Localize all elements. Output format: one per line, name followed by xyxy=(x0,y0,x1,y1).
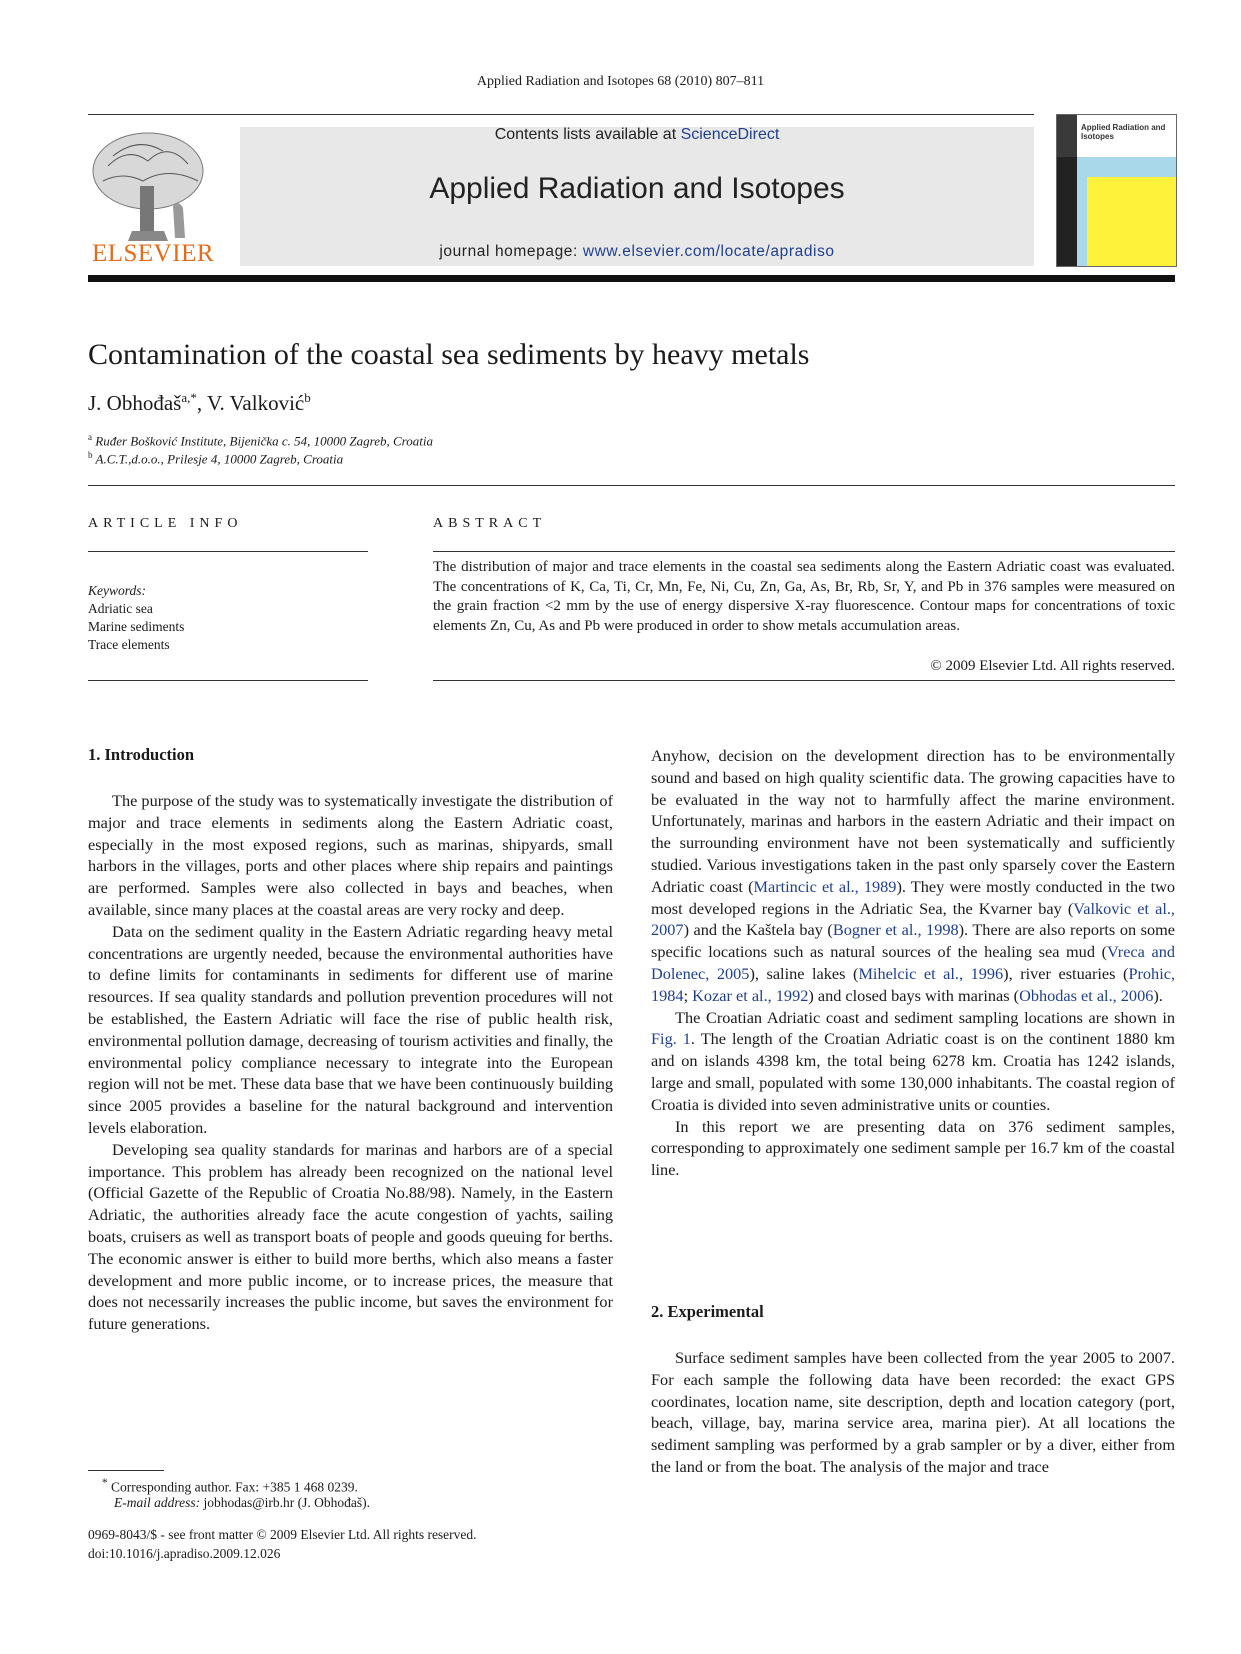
cover-dark-band xyxy=(1057,115,1077,157)
corresponding-author-note xyxy=(102,1477,358,1496)
text-run: ), river estuaries ( xyxy=(1003,963,1129,983)
author-1[interactable]: J. Obhođaš xyxy=(88,391,182,415)
reference-link[interactable]: Martincic et al., 1989 xyxy=(753,876,897,896)
right-paragraph-3: In this report we are presenting data on 376 sediment samples, corresponding to approximately one sediment sample per 16.7 km of the coastal line. xyxy=(651,1116,1175,1180)
keyword-item: Trace elements xyxy=(88,637,170,652)
reference-link[interactable]: Obhodas et al., 2006 xyxy=(1019,985,1154,1005)
section-heading-experimental: 2. Experimental xyxy=(651,1302,764,1321)
keyword-item: Adriatic sea xyxy=(88,601,153,616)
text-run: ). There are also reports on some specific locations such as natural sources of the healing sea mud ( xyxy=(651,920,1176,962)
reference-link[interactable]: Prohic, 1984 xyxy=(651,963,1176,1005)
affiliation-rule xyxy=(88,485,1175,486)
affiliation-b xyxy=(88,450,343,467)
authors xyxy=(88,390,311,416)
right-column xyxy=(651,745,1175,1181)
reference-link[interactable]: Bogner et al., 1998 xyxy=(832,920,959,940)
abstract-copyright: © 2009 Elsevier Ltd. All rights reserved. xyxy=(930,658,1175,674)
right-paragraph-1 xyxy=(651,745,1175,1007)
cover-dark-strip xyxy=(1057,157,1077,267)
running-head: Applied Radiation and Isotopes 68 (2010) 807–811 xyxy=(476,74,765,89)
contents-prefix: Contents lists available at xyxy=(494,126,681,143)
article-title: Contamination of the coastal sea sediments by heavy metals xyxy=(88,338,810,371)
sciencedirect-link[interactable]: ScienceDirect xyxy=(680,126,780,143)
author-2-affil: b xyxy=(304,390,311,405)
header-rule xyxy=(88,114,1034,115)
right-paragraph-2 xyxy=(651,1007,1175,1116)
journal-cover xyxy=(1056,114,1177,267)
journal-title: Applied Radiation and Isotopes xyxy=(429,172,845,205)
homepage-link[interactable]: www.elsevier.com/locate/apradiso xyxy=(582,243,835,260)
article-info-rule-top xyxy=(88,551,368,552)
intro-paragraph-1: The purpose of the study was to systematically investigate the distribution of major and trace elements in sediments along the Eastern Adriatic coast, especially in the most exposed regions, such as marinas, shipyards, small harbors in the villages, ports and other places where ship repairs and paintings are performed. Samples were also collected in bays and beaches, when available, since many places at the coastal areas are very rocky and deep. xyxy=(88,791,613,919)
affiliation-a-mark: a xyxy=(88,432,92,442)
affiliation-b-text: A.C.T.,d.o.o., Prilesje 4, 10000 Zagreb, Croatia xyxy=(95,451,344,467)
text-run: ). xyxy=(1153,985,1163,1005)
abstract-text: The distribution of major and trace elements in the coastal sea sediments along the Eastern Adriatic coast was evaluated. The concentrations of K, Ca, Ti, Cr, Mn, Fe, Ni, Cu, Zn, Ga, As, Br, Rb, Sr, Y, and Pb in 376 samples were measured on the grain fraction <2 mm by the use of energy dispersive X-ray fluorescence. Contour maps for concentrations of toxic elements Zn, Cu, As and Pb were produced in order to show metals accumulation areas. xyxy=(433,559,1175,634)
experimental-column xyxy=(651,1347,1175,1478)
text-run: Anyhow, decision on the development direction has to be environmentally sound and based on high quality scientific data. The growing capacities have to be evaluated in the way not to harmfully affect the marine environment. Unfortunately, marinas and harbors in the eastern Adriatic and their impact on the surrounding environment have not been systematically and sufficiently studied. Various investigations taken in the past only sparsely cover the Eastern Adriatic coast ( xyxy=(651,746,1175,896)
author-separator: , xyxy=(196,391,207,415)
keywords-label: Keywords: xyxy=(88,583,146,598)
email-label: E-mail address: xyxy=(114,1495,201,1510)
text-run: ), saline lakes ( xyxy=(749,963,859,983)
corresponding-author-text: Corresponding author. Fax: +385 1 468 0239. xyxy=(111,1479,358,1495)
reference-link[interactable]: Mihelcic et al., 1996 xyxy=(858,963,1004,983)
figure-link[interactable]: Fig. 1 xyxy=(651,1029,691,1049)
footnote-star: * xyxy=(102,1477,108,1489)
text-run: The Croatian Adriatic coast and sediment sampling locations are shown in xyxy=(675,1007,1175,1027)
text-run: ) and closed bays with marinas ( xyxy=(808,985,1020,1005)
abstract-rule-top xyxy=(433,551,1175,552)
author-1-affil: a,* xyxy=(181,390,197,405)
footnote-rule xyxy=(88,1470,164,1471)
email-address[interactable]: jobhodas@irb.hr (J. Obhođaš). xyxy=(200,1495,371,1510)
affiliation-a xyxy=(88,432,433,449)
section-heading-introduction: 1. Introduction xyxy=(88,745,195,764)
intro-paragraph-2: Data on the sediment quality in the Eastern Adriatic regarding heavy metal concentrations are urgently needed, because the environmental authorities have to define limits for contaminants in sediments for different use of marine resources. If sea quality standards and pollution prevention procedures will not be established, the Eastern Adriatic will face the rise of public health risk, environmental pollution damage, decreasing of tourism activities and finally, the environmental policy compliance necessary to integrate into the European region will not be met. These data base that we have been continuously building since 2005 provides a baseline for the natural background and intervention levels elaboration. xyxy=(88,921,613,1137)
front-matter-line: 0969-8043/$ - see front matter © 2009 Elsevier Ltd. All rights reserved. xyxy=(88,1527,477,1542)
contents-line xyxy=(240,126,1034,144)
keyword-item: Marine sediments xyxy=(88,619,185,634)
abstract-heading: ABSTRACT xyxy=(433,516,547,531)
left-column xyxy=(88,790,613,1335)
reference-link[interactable]: Vreca and Dolenec, 2005 xyxy=(651,942,1175,983)
text-run: . The length of the Croatian Adriatic coast is on the continent 1880 km and on islands 4398 km, the total being 6278 km. Croatia has 1242 islands, large and small, populated with some 130,000 inhabitants. The coastal region of Croatia is divided into seven administrative units or counties. xyxy=(651,1029,1175,1114)
article-info-heading: ARTICLE INFO xyxy=(88,516,243,531)
elsevier-wordmark: ELSEVIER xyxy=(91,240,215,267)
text-run: ) and the Kaštela bay ( xyxy=(683,920,833,940)
article-info-rule-bottom xyxy=(88,680,368,681)
text-run: ). They were mostly conducted in the two most developed regions in the Adriatic Sea, the Kvarner bay ( xyxy=(651,876,1175,918)
experimental-paragraph: Surface sediment samples have been collected from the year 2005 to 2007. For each sample the following data have been recorded: the exact GPS coordinates, location name, site description, depth and location category (port, beach, village, bay, marina service area, marina pier). At all locations the sediment sampling was performed by a grab sampler or by a diver, either from the land or from the boat. The analysis of the major and trace xyxy=(651,1348,1175,1476)
intro-paragraph-3: Developing sea quality standards for marinas and harbors are of a special importance. This problem has already been recognized on the national level (Official Gazette of the Republic of Croatia No.88/98). Namely, in the Eastern Adriatic, the authorities already face the acute congestion of yachts, sailing boats, cruisers as well as transport boats of people and goods queuing for berths. The economic answer is either to build more berths, which also means a faster development and more public income, or to increase prices, the measure that does not necessarily increases the public income, but saves the environment for future generations. xyxy=(88,1139,613,1334)
affiliation-b-mark: b xyxy=(88,450,93,460)
cover-title: Applied Radiation and Isotopes xyxy=(1081,123,1166,141)
abstract-rule-bottom xyxy=(433,680,1175,681)
text-run: ; xyxy=(683,985,693,1005)
doi-line[interactable]: doi:10.1016/j.apradiso.2009.12.026 xyxy=(88,1546,281,1561)
author-2[interactable]: V. Valković xyxy=(207,391,305,415)
email-note xyxy=(114,1495,370,1511)
reference-link[interactable]: Kozar et al., 1992 xyxy=(692,985,809,1005)
homepage-line xyxy=(240,243,1034,261)
reference-link[interactable]: Valkovic et al., 2007 xyxy=(651,898,1176,940)
affiliation-a-text: Ruđer Bošković Institute, Bijenička c. 54, 10000 Zagreb, Croatia xyxy=(95,433,433,449)
header-thick-rule xyxy=(88,275,1175,282)
cover-yellow-block xyxy=(1087,177,1176,267)
homepage-prefix: journal homepage: xyxy=(439,243,583,260)
